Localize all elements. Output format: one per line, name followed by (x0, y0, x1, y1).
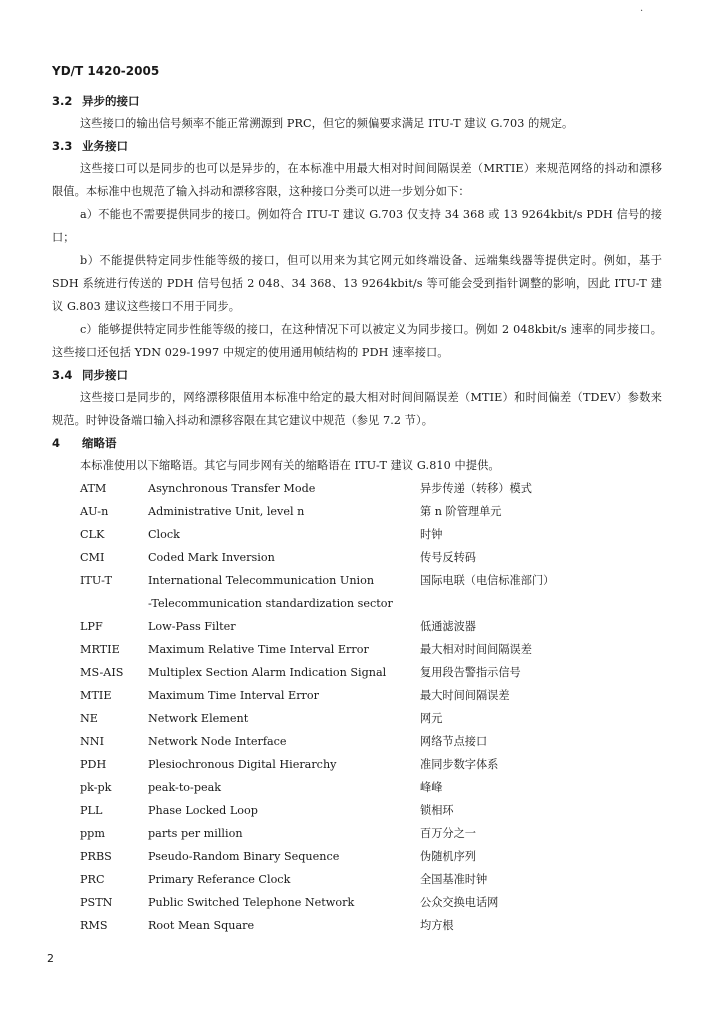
abbreviation-row (52, 822, 662, 845)
scan-mark: · (640, 6, 644, 17)
abbreviation-term: NNI (80, 735, 104, 748)
abbreviation-row-continuation (52, 592, 662, 615)
abbreviation-row (52, 477, 662, 500)
abbreviation-row (52, 546, 662, 569)
abbreviation-term: RMS (80, 919, 108, 932)
abbreviation-row (52, 661, 662, 684)
abbreviation-row (52, 799, 662, 822)
abbreviation-english: Primary Referance Clock (148, 873, 291, 886)
abbreviation-term: PSTN (80, 896, 113, 909)
abbreviation-chinese: 传号反转码 (420, 551, 476, 564)
abbreviation-chinese: 异步传递（转移）模式 (420, 482, 532, 495)
abbreviation-chinese: 公众交换电话网 (420, 896, 499, 909)
abbreviation-chinese: 均方根 (420, 919, 454, 932)
abbreviation-english: Root Mean Square (148, 919, 255, 932)
abbreviation-english: -Telecommunication standardization sector (148, 597, 393, 610)
abbreviation-english: Asynchronous Transfer Mode (148, 482, 316, 495)
abbreviation-term: PLL (80, 804, 103, 817)
abbreviation-row (52, 500, 662, 523)
section-title: 缩略语 (82, 436, 117, 450)
abbreviation-english: Low-Pass Filter (148, 620, 236, 633)
section-paragraph: 本标准使用以下缩略语。其它与同步网有关的缩略语在 ITU-T 建议 G.810 中提供。 (80, 459, 500, 472)
abbreviation-term: ATM (80, 482, 107, 495)
abbreviation-chinese: 锁相环 (420, 804, 454, 817)
abbreviation-row (52, 523, 662, 546)
abbreviation-chinese: 低通滤波器 (420, 620, 476, 633)
abbreviation-term: CLK (80, 528, 105, 541)
abbreviation-row (52, 753, 662, 776)
abbreviation-english: Coded Mark Inversion (148, 551, 275, 564)
abbreviation-english: Maximum Relative Time Interval Error (148, 643, 369, 656)
abbreviation-english: peak-to-peak (148, 781, 222, 794)
abbreviation-row (52, 615, 662, 638)
abbreviation-chinese: 伪随机序列 (420, 850, 476, 863)
section-heading-4 (52, 432, 662, 454)
abbreviation-chinese: 复用段告警指示信号 (420, 666, 521, 679)
abbreviation-term: ITU-T (80, 574, 112, 587)
abbreviation-term: CMI (80, 551, 105, 564)
abbreviation-english: Administrative Unit, level n (148, 505, 305, 518)
abbreviation-chinese: 最大时间间隔误差 (420, 689, 510, 702)
abbreviation-term: pk-pk (80, 781, 112, 794)
list-item-a: a）不能也不需要提供同步的接口。例如符合 ITU-T 建议 G.703 仅支持 34 368 或 13 9264kbit/s PDH 信号的接口； (52, 208, 662, 244)
abbreviation-chinese: 准同步数字体系 (420, 758, 499, 771)
abbreviation-row (52, 891, 662, 914)
abbreviation-row (52, 638, 662, 661)
abbreviation-chinese: 第 n 阶管理单元 (420, 505, 502, 518)
abbreviation-term: PDH (80, 758, 107, 771)
section-title: 同步接口 (82, 368, 128, 382)
abbreviation-term: AU-n (80, 505, 109, 518)
abbreviation-chinese: 网络节点接口 (420, 735, 488, 748)
section-number: 3.4 (52, 368, 73, 382)
abbreviation-english: International Telecommunication Union (148, 574, 375, 587)
abbreviation-term: MTIE (80, 689, 112, 702)
abbreviation-english: Public Switched Telephone Network (148, 896, 355, 909)
abbreviation-chinese: 时钟 (420, 528, 443, 541)
abbreviation-row (52, 845, 662, 868)
abbreviation-english: Clock (148, 528, 180, 541)
list-item-c: c）能够提供特定同步性能等级的接口，在这种情况下可以被定义为同步接口。例如 2 048kbit/s 速率的同步接口。这些接口还包括 YDN 029-1997 中规定的使用通用帧结构的 PDH 速率接口。 (52, 323, 662, 359)
abbreviation-row (52, 914, 662, 937)
list-item-b: b）不能提供特定同步性能等级的接口，但可以用来为其它网元如终端设备、远端集线器等提供定时。例如，基于 SDH 系统进行传送的 PDH 信号包括 2 048、34 368、13 9264kbit/s 等可能会受到指针调整的影响，因此 ITU-T 建议 G.803 建议这些接口不用于同步。 (52, 254, 662, 313)
abbreviation-row (52, 707, 662, 730)
abbreviation-english: Plesiochronous Digital Hierarchy (148, 758, 337, 771)
abbreviation-chinese: 百万分之一 (420, 827, 476, 840)
abbreviation-english: Pseudo-Random Binary Sequence (148, 850, 340, 863)
section-number: 3.2 (52, 94, 73, 108)
page-content (52, 90, 662, 937)
abbreviation-row (52, 569, 662, 592)
abbreviation-term: PRC (80, 873, 105, 886)
abbreviation-chinese: 最大相对时间间隔误差 (420, 643, 532, 656)
section-heading-3-2 (52, 90, 662, 112)
abbreviation-chinese: 国际电联（电信标准部门） (420, 574, 555, 587)
abbreviation-term: LPF (80, 620, 103, 633)
abbreviation-chinese: 全国基准时钟 (420, 873, 488, 886)
abbreviation-term: ppm (80, 827, 105, 840)
abbreviation-table (52, 477, 662, 937)
section-title: 异步的接口 (82, 94, 140, 108)
abbreviation-term: PRBS (80, 850, 112, 863)
section-heading-3-3 (52, 135, 662, 157)
abbreviation-english: Multiplex Section Alarm Indication Signal (148, 666, 387, 679)
section-heading-3-4 (52, 364, 662, 386)
abbreviation-row (52, 868, 662, 891)
abbreviation-term: NE (80, 712, 98, 725)
section-title: 业务接口 (82, 139, 128, 153)
abbreviation-chinese: 网元 (420, 712, 443, 725)
abbreviation-english: parts per million (148, 827, 243, 840)
abbreviation-english: Network Node Interface (148, 735, 287, 748)
abbreviation-english: Network Element (148, 712, 249, 725)
section-number: 4 (52, 436, 61, 450)
page-number: 2 (47, 952, 54, 965)
abbreviation-term: MRTIE (80, 643, 120, 656)
standard-code: YD/T 1420-2005 (52, 64, 160, 78)
section-paragraph: 这些接口是同步的，网络漂移限值用本标准中给定的最大相对时间间隔误差（MTIE）和时间偏差（TDEV）参数来规范。时钟设备端口输入抖动和漂移容限在其它建议中规范（参见 7.2 节）。 (52, 391, 662, 427)
abbreviation-english: Maximum Time Interval Error (148, 689, 319, 702)
abbreviation-term: MS-AIS (80, 666, 124, 679)
section-paragraph: 这些接口的输出信号频率不能正常溯源到 PRC，但它的频偏要求满足 ITU-T 建议 G.703 的规定。 (80, 117, 574, 130)
abbreviation-english: Phase Locked Loop (148, 804, 258, 817)
abbreviation-row (52, 730, 662, 753)
abbreviation-row (52, 776, 662, 799)
section-paragraph: 这些接口可以是同步的也可以是异步的，在本标准中用最大相对时间间隔误差（MRTIE）来规范网络的抖动和漂移限值。本标准中也规范了输入抖动和漂移容限，这种接口分类可以进一步划分如下： (52, 162, 662, 198)
abbreviation-row (52, 684, 662, 707)
abbreviation-chinese: 峰峰 (420, 781, 443, 794)
section-number: 3.3 (52, 139, 73, 153)
